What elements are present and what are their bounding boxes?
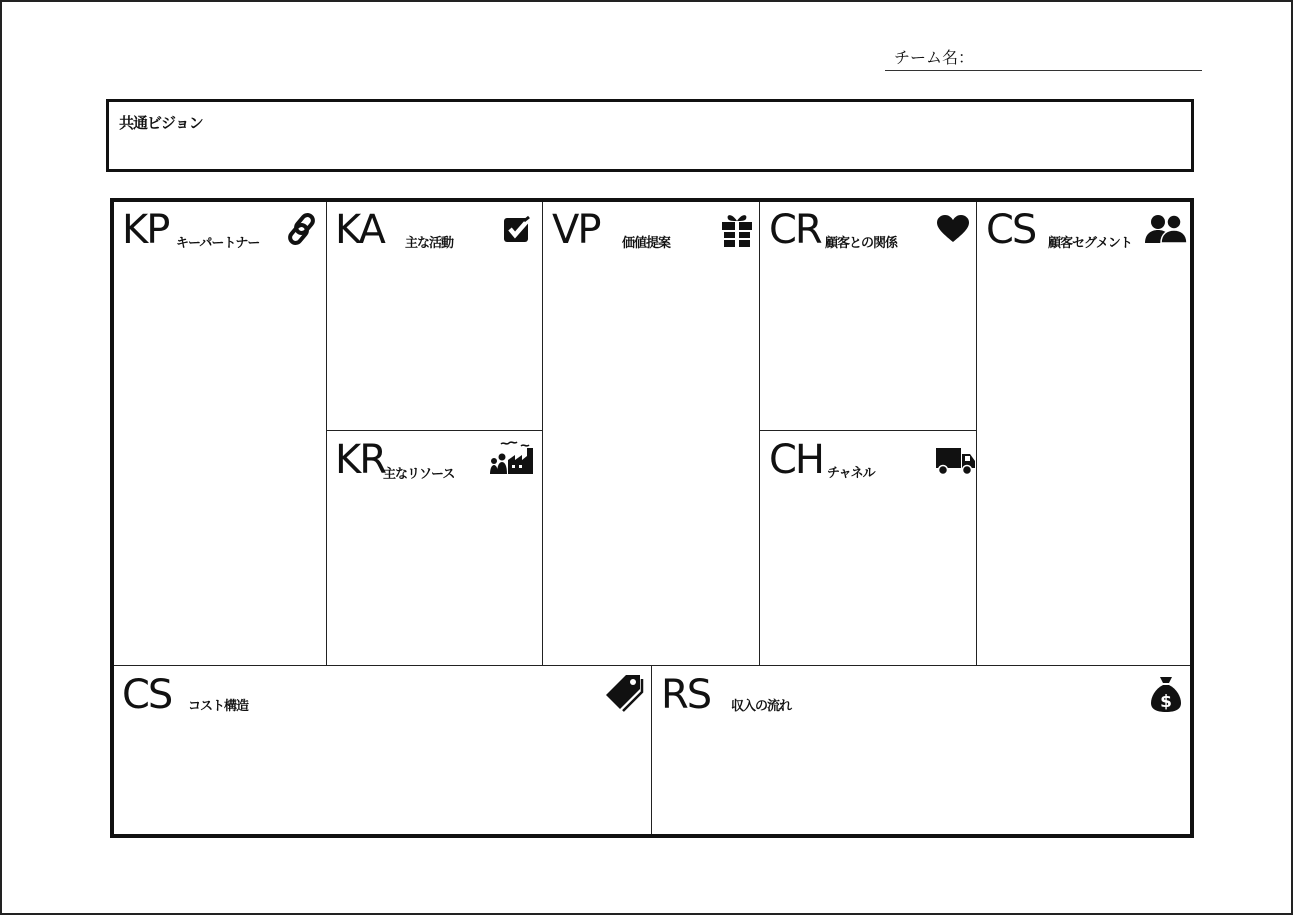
truck-icon bbox=[935, 446, 977, 480]
divider bbox=[759, 430, 977, 431]
block-label: コスト構造 bbox=[188, 699, 249, 714]
divider bbox=[651, 665, 652, 834]
team-name-field[interactable] bbox=[885, 42, 1202, 71]
team-name-label: チーム名： bbox=[894, 48, 975, 67]
checkbox-icon bbox=[502, 214, 534, 248]
customer-relationships-block[interactable] bbox=[761, 202, 976, 430]
block-label: チャネル bbox=[827, 466, 875, 481]
key-resources-block[interactable] bbox=[327, 432, 542, 665]
tag-icon bbox=[606, 673, 644, 717]
block-abbr: KR bbox=[335, 437, 386, 483]
block-label: 顧客セグメント bbox=[1048, 236, 1132, 251]
block-abbr: CR bbox=[769, 207, 821, 253]
shared-vision-box[interactable] bbox=[106, 99, 1194, 172]
block-abbr: RS bbox=[661, 672, 711, 718]
value-propositions-block[interactable] bbox=[544, 202, 759, 665]
link-icon bbox=[286, 212, 318, 250]
block-label: 収入の流れ bbox=[731, 699, 792, 714]
block-abbr: VP bbox=[552, 207, 600, 253]
block-abbr: KP bbox=[122, 207, 169, 253]
block-abbr: CS bbox=[122, 672, 172, 718]
cost-structure-block[interactable] bbox=[114, 667, 651, 834]
block-label: キーパートナー bbox=[176, 236, 260, 251]
divider bbox=[976, 202, 977, 665]
business-model-canvas bbox=[110, 198, 1194, 838]
block-abbr: KA bbox=[335, 207, 384, 253]
key-activities-block[interactable] bbox=[327, 202, 542, 430]
block-abbr: CS bbox=[986, 207, 1036, 253]
factory-icon bbox=[487, 440, 537, 480]
block-label: 顧客との関係 bbox=[825, 236, 898, 251]
shared-vision-label: 共通ビジョン bbox=[119, 114, 203, 132]
key-partners-block[interactable] bbox=[114, 202, 326, 665]
block-label: 主なリソース bbox=[383, 467, 455, 482]
gift-icon bbox=[720, 212, 754, 252]
heart-icon bbox=[936, 214, 970, 248]
block-label: 主な活動 bbox=[405, 236, 454, 251]
channels-block[interactable] bbox=[761, 432, 976, 665]
block-abbr: CH bbox=[769, 437, 824, 483]
divider bbox=[542, 202, 543, 665]
divider bbox=[114, 665, 1190, 666]
block-label: 価値提案 bbox=[622, 236, 671, 251]
people-icon bbox=[1144, 214, 1188, 248]
divider bbox=[326, 430, 543, 431]
revenue-streams-block[interactable] bbox=[653, 667, 1190, 834]
money-bag-icon bbox=[1150, 675, 1182, 717]
divider bbox=[759, 202, 760, 665]
svg-text:$: $ bbox=[1160, 692, 1172, 712]
customer-segments-block[interactable] bbox=[978, 202, 1190, 665]
